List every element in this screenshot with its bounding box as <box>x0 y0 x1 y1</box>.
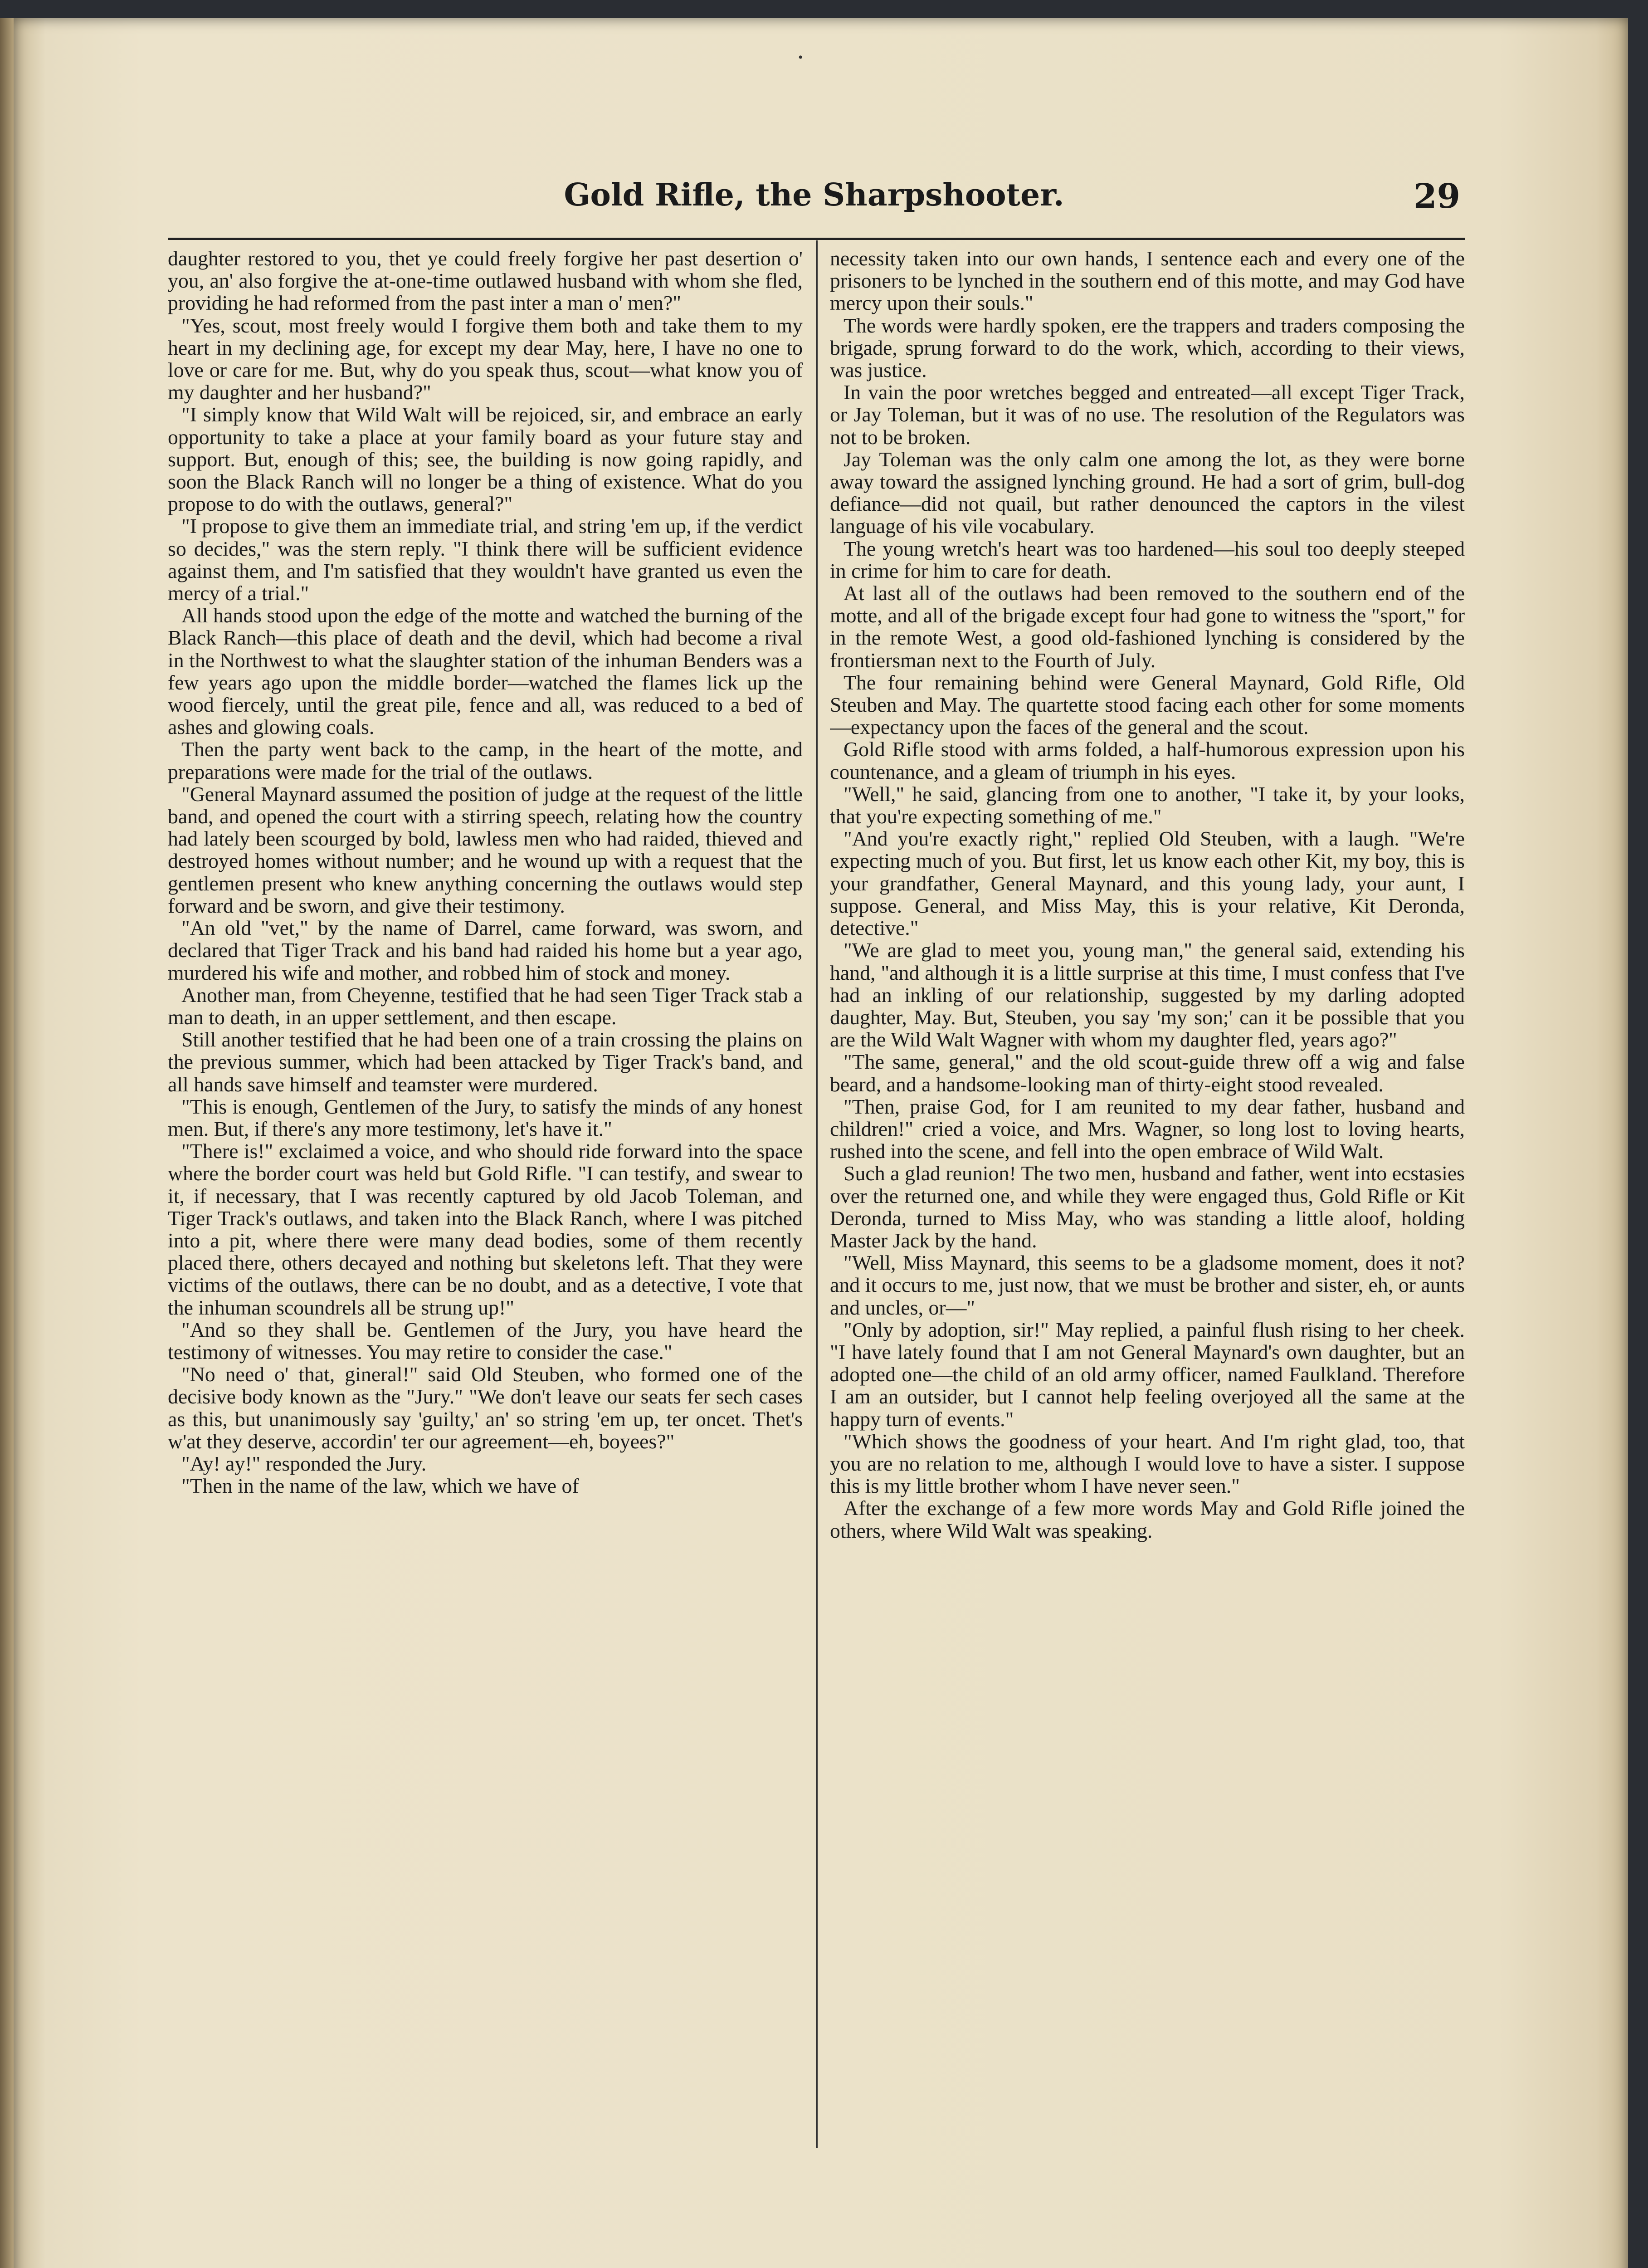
header-rule <box>168 238 1465 240</box>
paragraph: Then the party went back to the camp, in the heart of the motte, and preparations were made for the trial of the outlaws. <box>168 738 803 783</box>
paragraph: "I propose to give them an immediate trial, and string 'em up, if the verdict so decides," was the stern reply. "I think there will be sufficient evidence against them, and I'm satisfied that they wouldn't have granted us even the mercy of a trial." <box>168 514 803 605</box>
paragraph: Still another testified that he had been one of a train crossing the plains on the previous summer, which had been attacked by Tiger Track's band, and all hands save himself and teamster were murdered. <box>168 1028 803 1096</box>
paragraph: "And so they shall be. Gentlemen of the Jury, you have heard the testimony of witnesses. You may retire to consider the case." <box>168 1318 803 1364</box>
paragraph: "Only by adoption, sir!" May replied, a painful flush rising to her cheek. "I have lately found that I am not General Maynard's own daughter, but an adopted one—the child of an old army officer, named Faulkland. Therefore I am an outsider, but I cannot help feeling overjoyed all the same at the happy turn of events." <box>830 1318 1465 1431</box>
paragraph: "Yes, scout, most freely would I forgive them both and take them to my heart in my declining age, for except my dear May, here, I have no one to love or care for me. But, why do you speak thus, scout—what know you of my daughter and her husband?" <box>168 313 803 404</box>
column-divider <box>816 240 818 2148</box>
paragraph: "General Maynard assumed the position of judge at the request of the little band, and opened the court with a stirring speech, relating how the country had lately been scourged by bold, lawless men who had raided, thieved and destroyed homes without number; and he wound up with a request that the gentlemen present who knew anything concerning the outlaws would step forward and be sworn, and give their testimony. <box>168 782 803 917</box>
running-title: Gold Rifle, the Sharpshooter. <box>564 177 1064 213</box>
paragraph: "Ay! ay!" responded the Jury. <box>181 1452 427 1475</box>
paragraph: "No need o' that, gineral!" said Old Steuben, who formed one of the decisive body known as the "Jury." "We don't leave our seats fer sech cases as this, but unanimously say 'guilty,' an' so string 'em up, ter oncet. Thet's w'at they deserve, accordin' ter our agreement—eh, boyees?" <box>168 1363 803 1453</box>
paragraph: "Which shows the goodness of your heart. And I'm right glad, too, that you are no relation to me, although I would love to have a sister. I suppose this is my little brother whom I have never seen." <box>830 1429 1465 1498</box>
paragraph: "We are glad to meet you, young man," the general said, extending his hand, "and although it is a little surprise at this time, I must confess that I've had an inkling of our relationship, suggested by my darling adopted daughter, May. But, Steuben, you say 'my son;' can it be possible that you are the Wild Walt Wagner with whom my daughter fled, years ago?" <box>830 938 1465 1051</box>
paragraph: Such a glad reunion! The two men, husband and father, went into ecstasies over the returned one, and while they were engaged thus, Gold Rifle or Kit Deronda, turned to Miss May, who was standing a little aloof, holding Master Jack by the hand. <box>830 1162 1465 1252</box>
paragraph: "There is!" exclaimed a voice, and who should ride forward into the space where the border court was held but Gold Rifle. "I can testify, and swear to it, if necessary, that I was recently captured by old Jacob Toleman, and Tiger Track's outlaws, and taken into the Black Ranch, where I was pitched into a pit, where there were many dead bodies, some of them recently placed there, others decayed and nothing but skeletons left. That they were victims of the outlaws, there can be no doubt, and as a detective, I vote that the inhuman scoundrels all be strung up!" <box>168 1139 803 1319</box>
paragraph: All hands stood upon the edge of the motte and watched the burning of the Black Ranch—this place of death and the devil, which had become a rival in the Northwest to what the slaughter station of the inhuman Benders was a few years ago upon the middle border—watched the flames lick up the wood fiercely, until the great pile, fence and all, was reduced to a bed of ashes and glowing coals. <box>168 604 803 739</box>
paragraph: "Well, Miss Maynard, this seems to be a gladsome moment, does it not? and it occurs to me, just now, that we must be brother and sister, eh, or aunts and uncles, or—" <box>830 1251 1465 1319</box>
left-column <box>168 247 803 2143</box>
paragraph: Gold Rifle stood with arms folded, a half-humorous expression upon his countenance, and a gleam of triumph in his eyes. <box>830 738 1465 783</box>
paragraph: "Well," he said, glancing from one to another, "I take it, by your looks, that you're expecting something of me." <box>830 782 1465 828</box>
right-column <box>830 247 1465 2143</box>
paragraph: "Then in the name of the law, which we have of <box>181 1474 579 1498</box>
print-mark: • <box>798 50 803 65</box>
page-header <box>168 177 1460 227</box>
paragraph: daughter restored to you, thet ye could freely forgive her past desertion o' you, an' also forgive the at-one-time outlawed husband with whom she fled, providing he had reformed from the past inter a man o' men?" <box>168 247 803 315</box>
paragraph: At last all of the outlaws had been removed to the southern end of the motte, and all of the brigade except four had gone to witness the "sport," for in the remote West, a good old-fashioned lynching is considered by the frontiersman next to the Fourth of July. <box>830 582 1465 672</box>
paragraph: The four remaining behind were General Maynard, Gold Rifle, Old Steuben and May. The quartette stood facing each other for some moments—expectancy upon the faces of the general and the scout. <box>830 670 1465 739</box>
paragraph: "Then, praise God, for I am reunited to my dear father, husband and children!" cried a voice, and Mrs. Wagner, so long lost to loving hearts, rushed into the scene, and fell into the open embrace of Wild Walt. <box>830 1095 1465 1163</box>
paragraph: In vain the poor wretches begged and entreated—all except Tiger Track, or Jay Toleman, but it was of no use. The resolution of the Regulators was not to be broken. <box>830 381 1465 449</box>
paragraph: Another man, from Cheyenne, testified that he had seen Tiger Track stab a man to death, in an upper settlement, and then escape. <box>168 983 803 1029</box>
paragraph: "I simply know that Wild Walt will be rejoiced, sir, and embrace an early opportunity to take a place at your family board as your future stay and support. But, enough of this; see, the building is now going rapidly, and soon the Black Ranch will no longer be a thing of existence. What do you propose to do with the outlaws, general?" <box>168 403 803 516</box>
paragraph: necessity taken into our own hands, I sentence each and every one of the prisoners to be lynched in the southern end of this motte, and may God have mercy upon their souls." <box>830 247 1465 315</box>
paragraph: The young wretch's heart was too hardened—his soul too deeply steeped in crime for him to care for death. <box>830 537 1465 582</box>
paragraph: After the exchange of a few more words May and Gold Rifle joined the others, where Wild Walt was speaking. <box>830 1496 1465 1542</box>
page-number: 29 <box>1414 177 1460 216</box>
paragraph: "And you're exactly right," replied Old Steuben, with a laugh. "We're expecting much of you. But first, let us know each other Kit, my boy, this is your grandfather, General Maynard, and this young lady, your aunt, I suppose. General, and Miss May, this is your relative, Kit Deronda, detective." <box>830 827 1465 940</box>
paragraph: "The same, general," and the old scout-guide threw off a wig and false beard, and a handsome-looking man of thirty-eight stood revealed. <box>830 1050 1465 1096</box>
paragraph: Jay Toleman was the only calm one among the lot, as they were borne away toward the assigned lynching ground. He had a sort of grim, bull-dog defiance—did not quail, but rather denounced the captors in the vilest language of his vile vocabulary. <box>830 447 1465 538</box>
paragraph: "This is enough, Gentlemen of the Jury, to satisfy the minds of any honest men. But, if there's any more testimony, let's have it." <box>168 1095 803 1140</box>
paragraph: The words were hardly spoken, ere the trappers and traders composing the brigade, sprung forward to do the work, which, according to their views, was justice. <box>830 313 1465 382</box>
paragraph: "An old "vet," by the name of Darrel, came forward, was sworn, and declared that Tiger Track and his band had raided his home but a year ago, murdered his wife and mother, and robbed him of stock and money. <box>168 916 803 984</box>
